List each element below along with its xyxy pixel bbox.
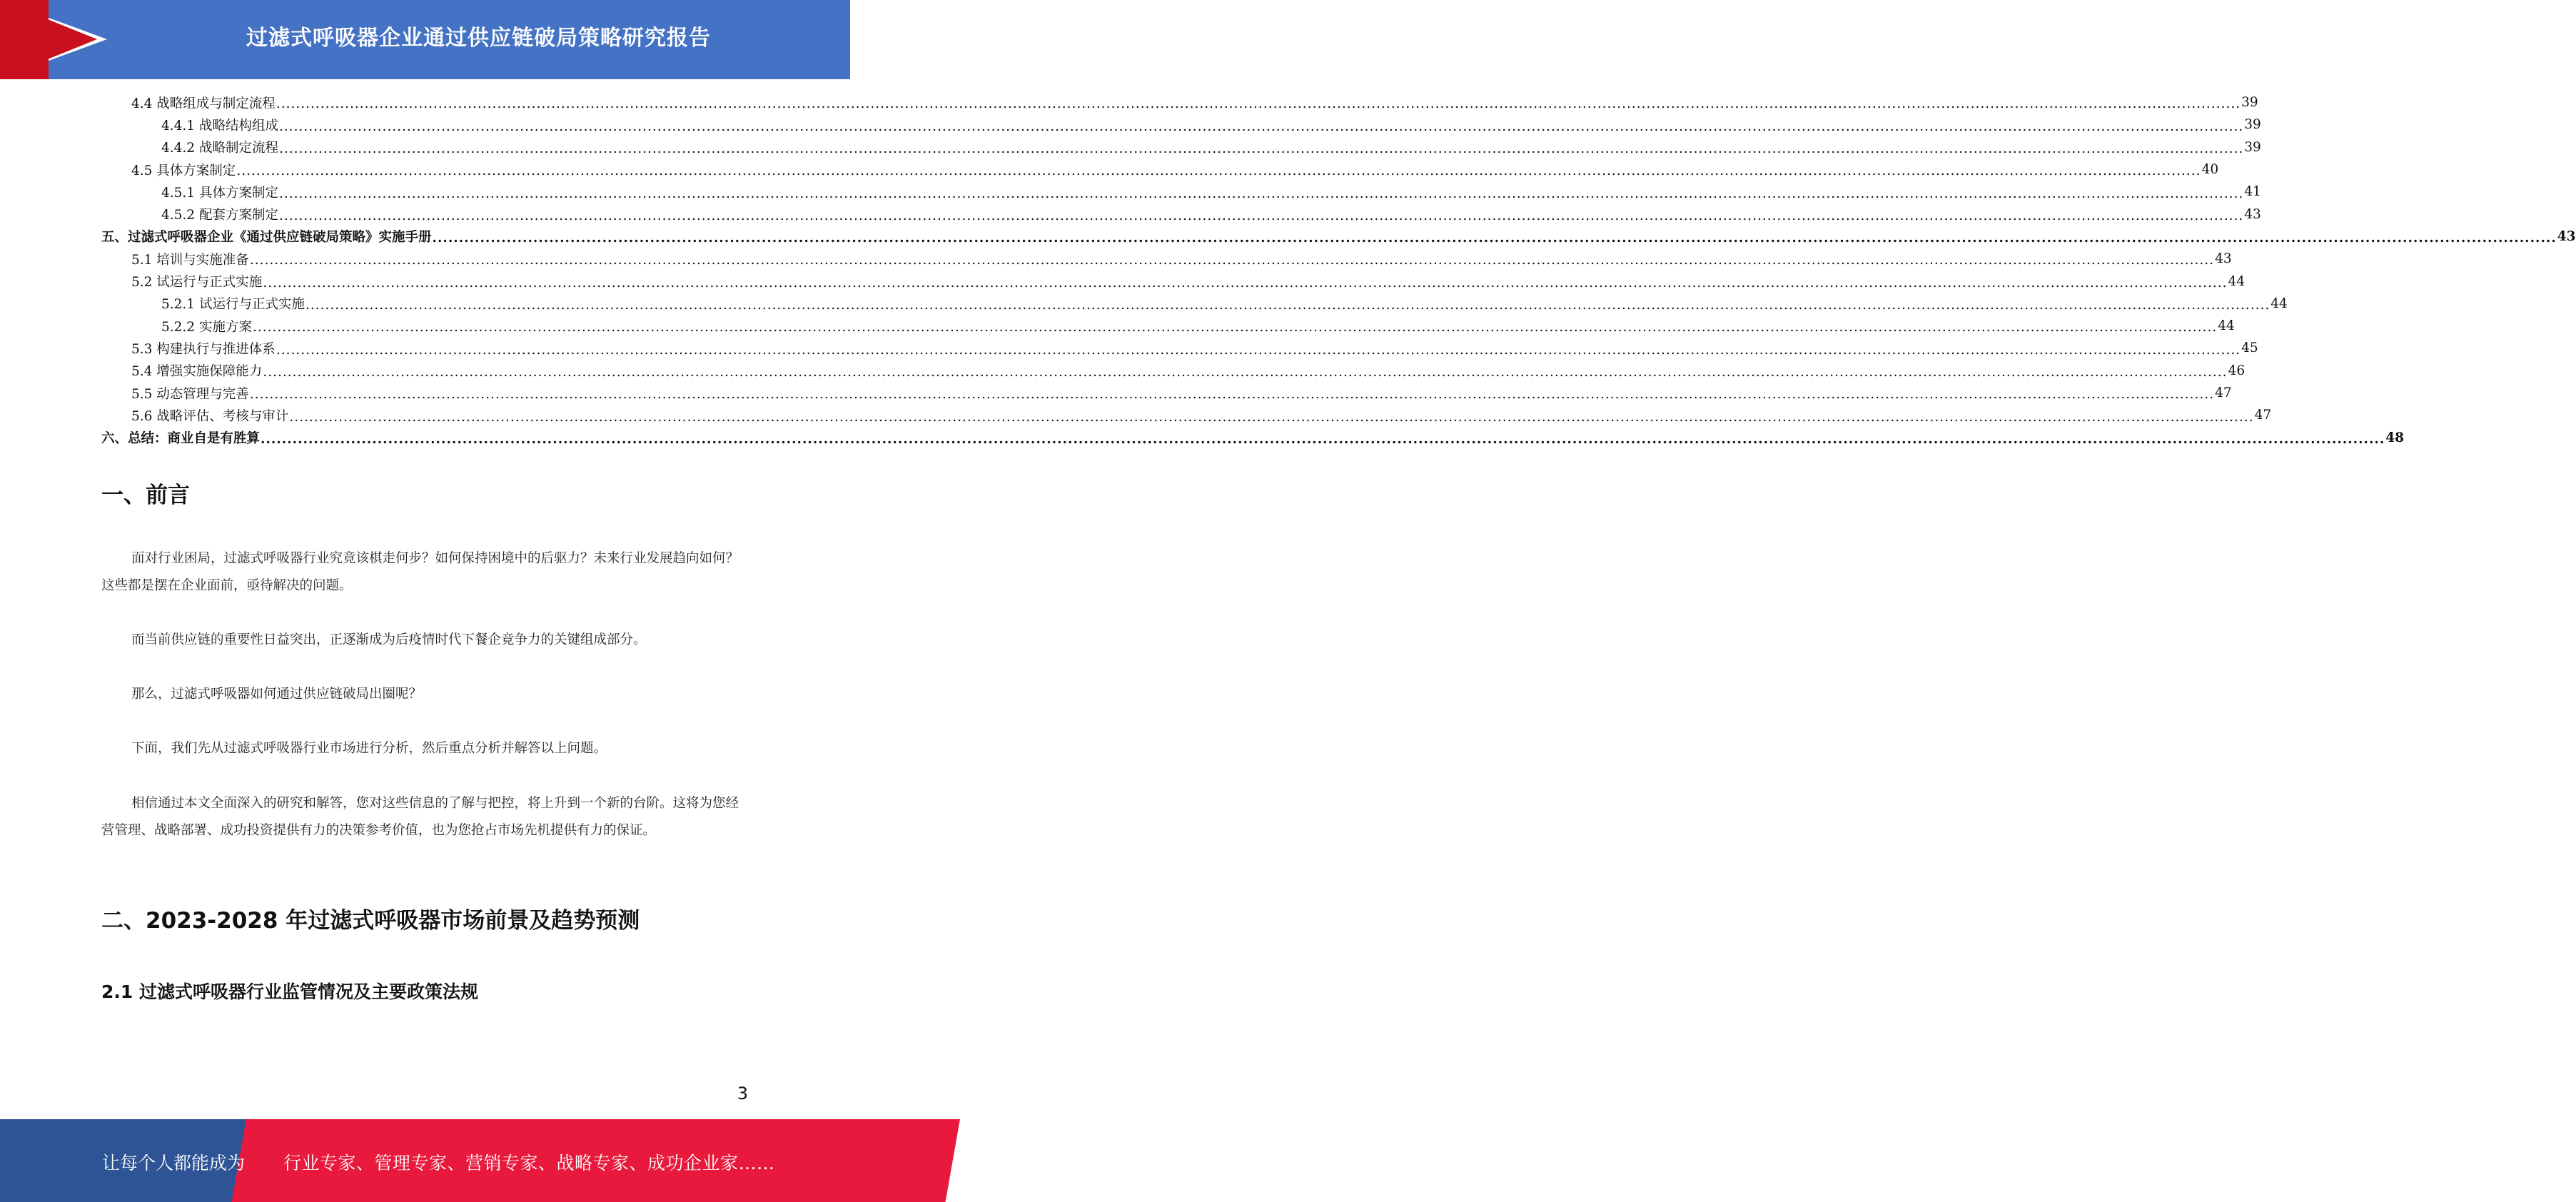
page-header [0, 0, 850, 79]
paragraph: 面对行业困局，过滤式呼吸器行业究竟该棋走何步？如何保持困境中的后驱力？未来行业发展趋向如何？这些都是摆在企业面前，亟待解决的问题。 [101, 551, 739, 593]
toc-entry[interactable] [101, 337, 2258, 359]
toc-leader-dots: ................................................................................................................................................................................................................................................................................................................................................................................................................ [276, 342, 2241, 358]
toc-leader-dots: ................................................................................................................................................................................................................................................................................................................................................................................................................ [276, 96, 2241, 112]
toc-leader-dots: ................................................................................................................................................................................................................................................................................................................................................................................................................ [278, 186, 2244, 201]
toc-entry-page: 44 [2218, 318, 2235, 334]
toc-entry-page: 39 [2241, 95, 2258, 111]
page-footer [0, 1119, 850, 1202]
toc-leader-dots: ................................................................................................................................................................................................................................................................................................................................................................................................................ [305, 298, 2271, 313]
toc-leader-dots: ................................................................................................................................................................................................................................................................................................................................................................................................................ [278, 141, 2244, 156]
paragraph: 而当前供应链的重要性日益突出，正逐渐成为后疫情时代下餐企竞争力的关键组成部分。 [131, 632, 647, 647]
toc-entry-page: 43 [2215, 251, 2232, 267]
toc-entry[interactable] [101, 203, 2261, 225]
toc-leader-dots: ................................................................................................................................................................................................................................................................................................................................................................................................................ [252, 320, 2218, 335]
footer-slogan-right: 行业专家、管理专家、营销专家、战略专家、成功企业家…… [283, 1153, 775, 1173]
toc-entry-label: 4.5.2 配套方案制定 [161, 208, 278, 223]
toc-entry-page: 41 [2244, 184, 2261, 200]
section-heading-market-outlook: 二、2023-2028 年过滤式呼吸器市场前景及趋势预测 [101, 908, 640, 934]
footer-slogan-left: 让每个人都能成为 [102, 1153, 246, 1173]
page-number: 3 [737, 1084, 748, 1103]
toc-leader-dots: ................................................................................................................................................................................................................................................................................................................................................................................................................ [289, 409, 2254, 425]
toc-entry-label: 五、过滤式呼吸器企业《通过供应链破局策略》实施手册 [101, 230, 432, 246]
toc-entry-label: 5.2.2 实施方案 [161, 319, 252, 335]
toc-leader-dots: ................................................................................................................................................................................................................................................................................................................................................................................................................ [263, 364, 2228, 380]
toc-leader-dots: ................................................................................................................................................................................................................................................................................................................................................................................................................ [278, 208, 2244, 223]
toc-entry[interactable] [101, 293, 2288, 315]
toc-leader-dots: ................................................................................................................................................................................................................................................................................................................................................................................................................ [249, 253, 2215, 268]
toc-entry[interactable] [101, 181, 2261, 203]
toc-entry[interactable] [101, 270, 2246, 292]
toc-entry-label: 5.2 试运行与正式实施 [131, 275, 263, 291]
section-heading-preface: 一、前言 [101, 483, 190, 508]
toc-entry-page: 48 [2385, 430, 2405, 445]
toc-leader-dots: ................................................................................................................................................................................................................................................................................................................................................................................................................ [261, 431, 2385, 447]
toc-entry-page: 47 [2215, 385, 2232, 400]
toc-entry[interactable] [101, 404, 2272, 426]
toc-entry-label: 4.5.1 具体方案制定 [161, 185, 278, 201]
toc-entry-page: 44 [2271, 296, 2288, 311]
toc-entry[interactable] [101, 426, 2405, 448]
toc-entry-page: 45 [2241, 340, 2258, 356]
toc-entry-page: 44 [2228, 273, 2246, 289]
toc-entry[interactable] [101, 136, 2261, 158]
paragraph: 下面，我们先从过滤式呼吸器行业市场进行分析，然后重点分析并解答以上问题。 [131, 741, 607, 756]
subsection-heading-regulation: 2.1 过滤式呼吸器行业监管情况及主要政策法规 [101, 981, 478, 1002]
report-title: 过滤式呼吸器企业通过供应链破局策略研究报告 [246, 26, 711, 51]
toc-entry-label: 4.4 战略组成与制定流程 [131, 96, 276, 111]
toc-entry[interactable] [101, 226, 2576, 248]
toc-entry[interactable] [101, 315, 2235, 337]
paragraph: 那么，过滤式呼吸器如何通过供应链破局出圈呢？ [131, 687, 423, 702]
toc-entry-label: 4.4.2 战略制定流程 [161, 141, 278, 156]
toc-entry-page: 43 [2557, 228, 2576, 244]
header-red-block [0, 0, 49, 79]
toc-leader-dots: ................................................................................................................................................................................................................................................................................................................................................................................................................ [432, 231, 2557, 246]
toc-entry-label: 5.3 构建执行与推进体系 [131, 341, 276, 357]
toc-entry-page: 43 [2244, 206, 2261, 222]
toc-leader-dots: ................................................................................................................................................................................................................................................................................................................................................................................................................ [278, 118, 2244, 134]
toc-entry-label: 5.2.1 试运行与正式实施 [161, 297, 305, 313]
toc-entry-label: 5.6 战略评估、考核与审计 [131, 408, 289, 424]
toc-entry-label: 六、总结：商业自是有胜算 [101, 431, 261, 447]
toc-entry-page: 39 [2244, 117, 2261, 133]
toc-entry-label: 5.4 增强实施保障能力 [131, 364, 263, 380]
toc-leader-dots: ................................................................................................................................................................................................................................................................................................................................................................................................................ [263, 275, 2228, 291]
toc-entry-page: 40 [2201, 162, 2219, 178]
toc-entry-page: 47 [2254, 408, 2272, 423]
toc-entry-label: 4.4.1 战略结构组成 [161, 118, 278, 133]
toc-leader-dots: ................................................................................................................................................................................................................................................................................................................................................................................................................ [249, 387, 2215, 403]
paragraph: 相信通过本文全面深入的研究和解答，您对这些信息的了解与把控，将上升到一个新的台阶。这将为您经营管理、战略部署、成功投资提供有力的决策参考价值，也为您抢占市场先机提供有力的保证。 [101, 796, 739, 838]
toc-entry-label: 4.5 具体方案制定 [131, 163, 236, 178]
table-of-contents [101, 91, 2576, 449]
toc-entry[interactable] [101, 382, 2232, 404]
toc-entry[interactable] [101, 158, 2219, 181]
toc-entry[interactable] [101, 248, 2232, 270]
toc-leader-dots: ................................................................................................................................................................................................................................................................................................................................................................................................................ [236, 163, 2201, 179]
toc-entry-page: 39 [2244, 139, 2261, 155]
toc-entry-label: 5.1 培训与实施准备 [131, 252, 249, 268]
toc-entry-page: 46 [2228, 363, 2246, 378]
toc-entry[interactable] [101, 113, 2261, 136]
toc-entry[interactable] [101, 91, 2258, 113]
toc-entry-label: 5.5 动态管理与完善 [131, 386, 249, 402]
toc-entry[interactable] [101, 360, 2246, 382]
